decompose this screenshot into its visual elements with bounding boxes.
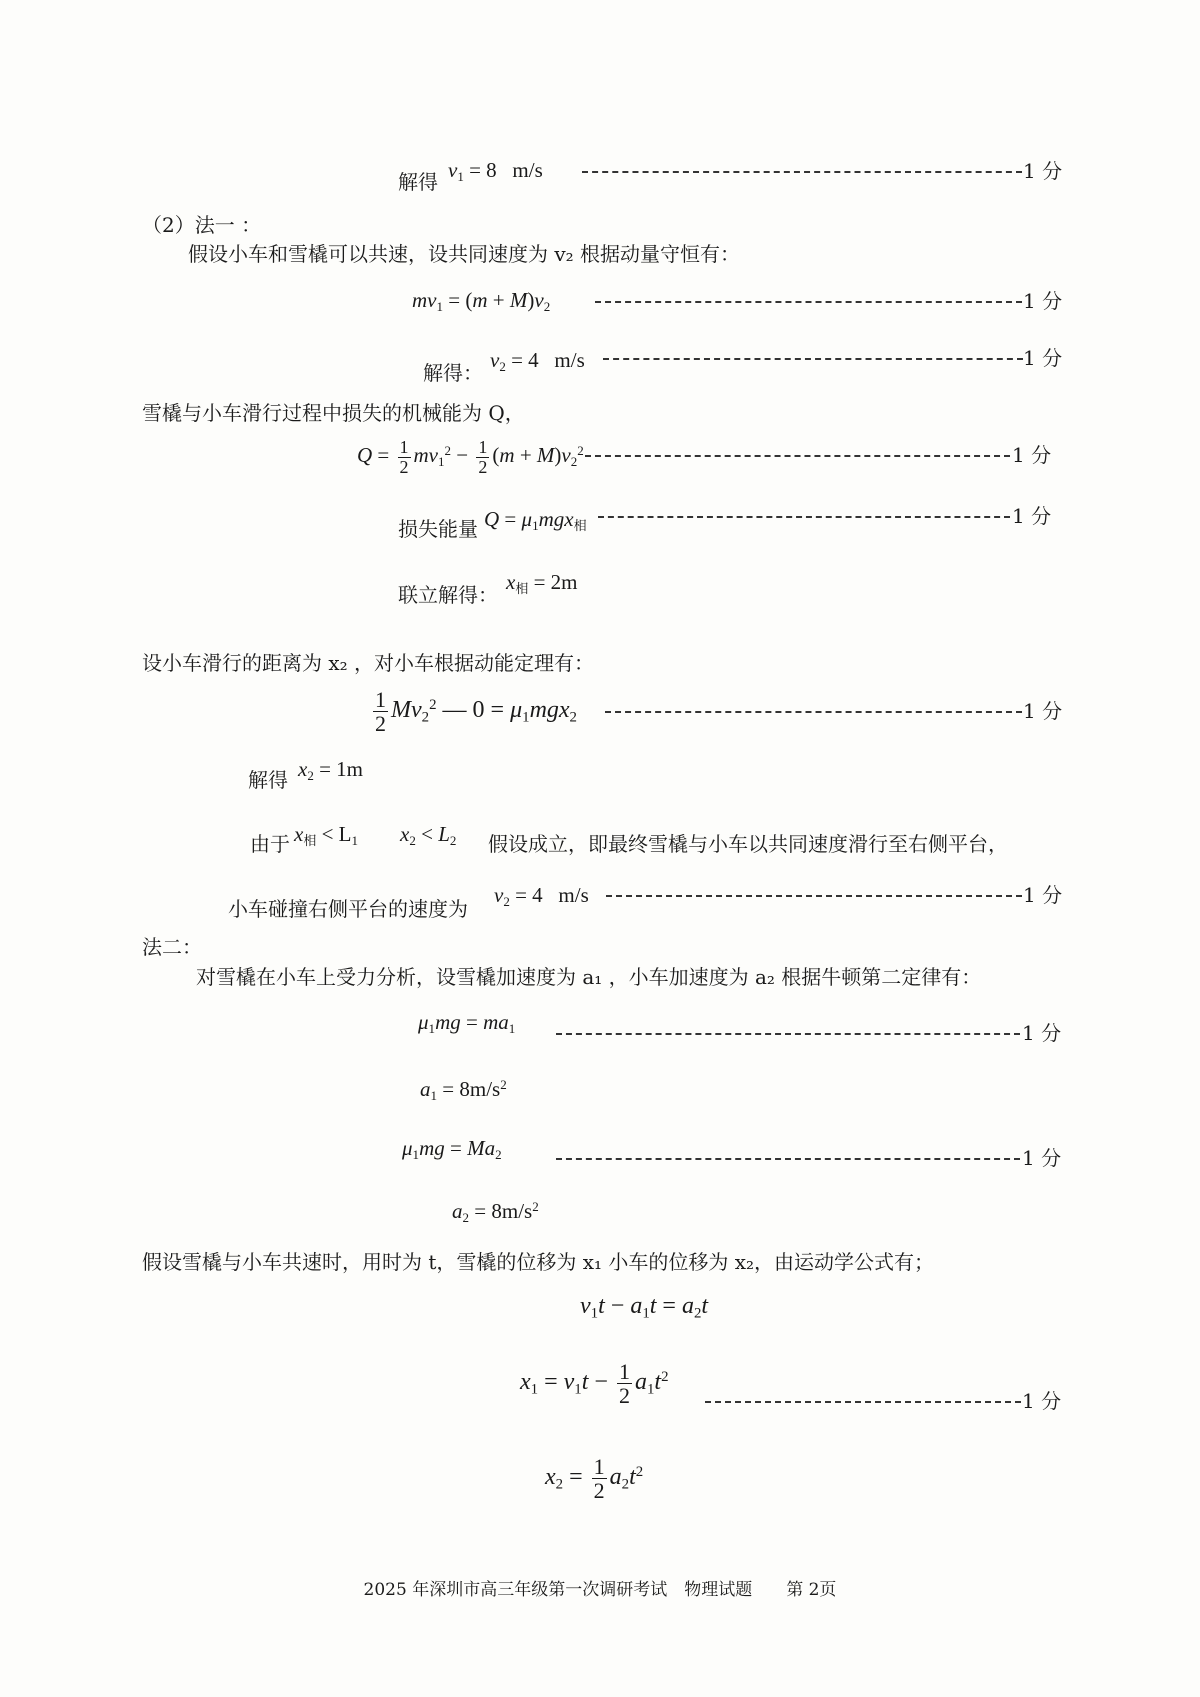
score-dashes <box>606 895 1022 897</box>
score-mark: 1 分 <box>1023 699 1063 723</box>
label-combined-solve: 联立解得： <box>398 583 498 607</box>
score-dashes <box>705 1401 1021 1403</box>
text-conclusion: 假设成立，即最终雪橇与小车以共同速度滑行至右侧平台， <box>488 832 1008 856</box>
eq-newton-1: $\mu_1mg = ma_1$ <box>418 1010 516 1036</box>
eq-friction-heat: $Q = \mu_1mgx_相$ <box>484 507 587 533</box>
score-mark: 1 分 <box>1012 504 1052 528</box>
score-dashes <box>585 455 1010 457</box>
eq-x2-result: $x_2 = 1m$ <box>298 757 364 783</box>
text-force-analysis: 对雪橇在小车上受力分析，设雪橇加速度为 a₁ ，小车加速度为 a₂ 根据牛顿第二定律有： <box>196 965 982 989</box>
eq-comparison-2: $x_2 < L_2$ <box>400 822 457 848</box>
label-jiede-colon: 解得： <box>423 361 483 385</box>
text-cart-distance-intro: 设小车滑行的距离为 x₂ ，对小车根据动能定理有： <box>142 651 595 675</box>
eq-newton-2: $\mu_1mg = Ma_2$ <box>402 1136 502 1162</box>
score-dashes <box>582 171 1022 173</box>
eq-v2-impact: $v_2 = 4$ m/s <box>494 883 589 909</box>
eq-x1-formula: $x_1 = v_1t$ − $\frac{1}{2}$ $a_1t^2$ <box>520 1359 669 1409</box>
label-since: 由于 <box>250 832 290 856</box>
eq-v2-result: $v_2 = 4$ m/s <box>490 348 585 374</box>
text-energy-loss-intro: 雪橇与小车滑行过程中损失的机械能为 Q， <box>142 401 525 425</box>
score-mark: 1 分 <box>1022 1021 1062 1045</box>
label-impact-speed: 小车碰撞右侧平台的速度为 <box>228 897 468 921</box>
score-mark: 1 分 <box>1012 443 1052 467</box>
score-dashes <box>605 711 1022 713</box>
score-dashes <box>598 516 1010 518</box>
label-jiede-2: 解得 <box>248 768 288 792</box>
score-dashes <box>556 1158 1020 1160</box>
text-kinematics-intro: 假设雪橇与小车共速时，用时为 t，雪橇的位移为 x₁ 小车的位移为 x₂，由运动学公式有； <box>142 1250 935 1274</box>
label-jiede: 解得 <box>398 170 438 194</box>
eq-momentum: $mv_1 = (m + M)v_2$ <box>412 288 551 314</box>
eq-comparison-1: $x_相 < L_1$ <box>294 822 359 848</box>
score-mark: 1 分 <box>1023 883 1063 907</box>
eq-a1-result: $a_1 = 8m/s^2$ <box>420 1076 507 1103</box>
score-mark: 1 分 <box>1022 1146 1062 1170</box>
page-footer: 2025 年深圳市高三年级第一次调研考试 物理试题 第 2页 <box>363 1580 837 1600</box>
score-dashes <box>595 301 1022 303</box>
heading-method-2: 法二： <box>142 935 202 959</box>
eq-energy: Q = $\frac{1}{2}$ $mv_1^2$ − $\frac{1}{2}$ $(m + M)v_2^2$ <box>357 437 584 477</box>
score-mark: 1 分 <box>1023 346 1063 370</box>
eq-v1-result: $v_1 = 8$ m/s <box>448 158 543 184</box>
eq-common-velocity: $v_1t - a_1t = a_2t$ <box>580 1293 709 1322</box>
eq-x2-formula: $x_2$ = $\frac{1}{2}$ $a_2t^2$ <box>545 1454 644 1504</box>
eq-x-rel-result: $x_相 = 2m$ <box>506 570 578 596</box>
score-mark: 1 分 <box>1022 1389 1062 1413</box>
score-dashes <box>556 1033 1020 1035</box>
score-mark: 1 分 <box>1023 289 1063 313</box>
text-assume-common: 假设小车和雪橇可以共速，设共同速度为 v₂ 根据动量守恒有： <box>188 242 741 266</box>
heading-method-1: （2）法一 ： <box>142 213 262 237</box>
score-mark: 1 分 <box>1023 159 1063 183</box>
score-dashes <box>603 358 1023 360</box>
eq-a2-result: $a_2 = 8m/s^2$ <box>452 1198 539 1225</box>
label-energy-loss: 损失能量 <box>398 517 478 541</box>
eq-work-energy: $\frac{1}{2}$ $Mv_2^2$ — $0 = \mu_1mgx_2$ <box>375 687 577 737</box>
